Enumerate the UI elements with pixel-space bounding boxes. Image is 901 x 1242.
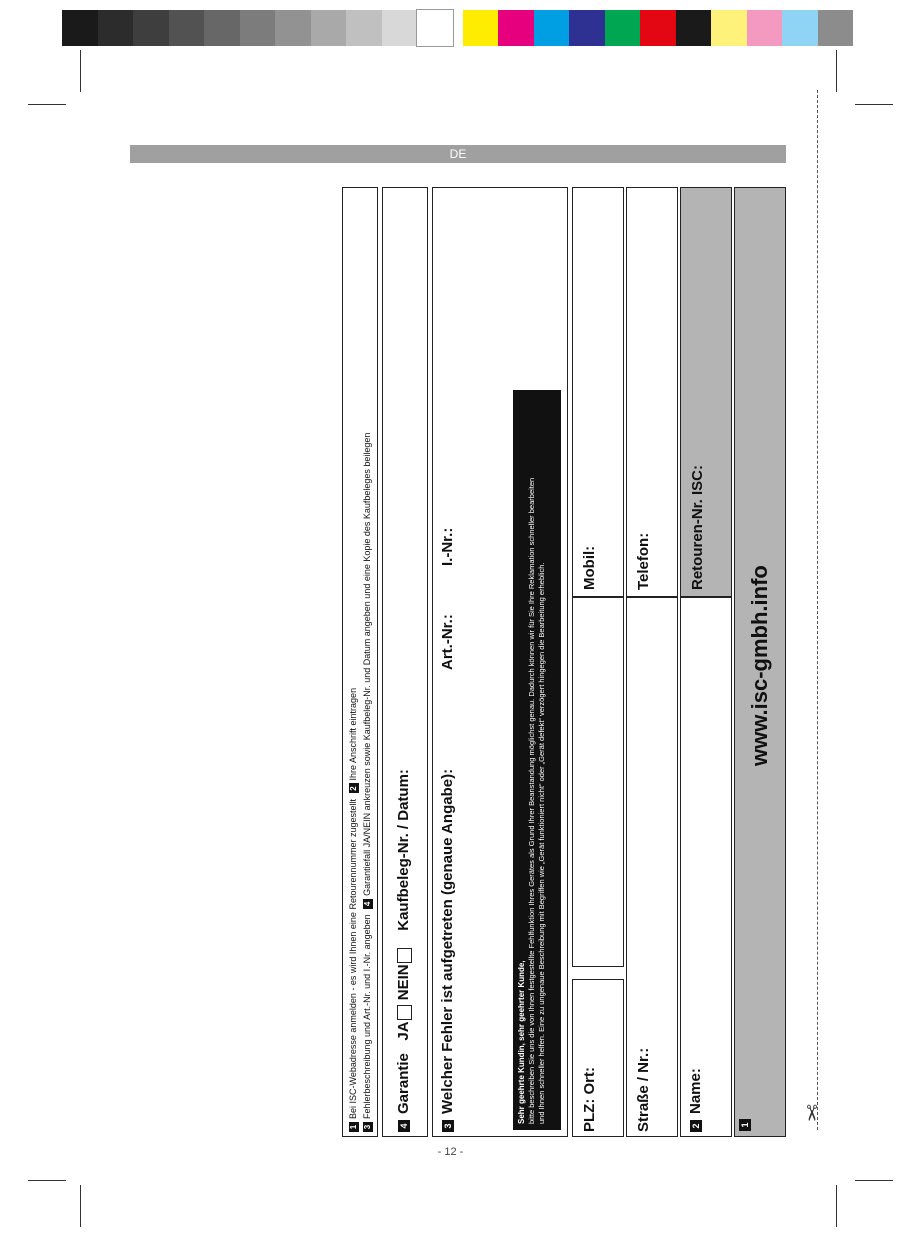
return-number-field[interactable] bbox=[680, 187, 732, 597]
gray-swatch bbox=[240, 10, 276, 46]
city-field[interactable] bbox=[572, 597, 624, 967]
zip-field[interactable] bbox=[572, 979, 624, 1137]
color-swatch bbox=[569, 10, 605, 46]
color-swatch bbox=[676, 10, 712, 46]
color-swatch bbox=[747, 10, 783, 46]
language-header bbox=[130, 145, 786, 163]
notice-title: Sehr geehrte Kundin, sehr geehrter Kunde, bbox=[517, 960, 526, 1124]
phone-field[interactable] bbox=[626, 187, 678, 597]
page-number: - 12 - bbox=[437, 1146, 464, 1158]
footer-step-2: Ihre Anschrift eintragen bbox=[348, 687, 358, 781]
color-swatch bbox=[463, 10, 499, 46]
instructions-box bbox=[342, 187, 378, 1137]
crop-mark bbox=[28, 104, 66, 105]
box-number: 1 bbox=[739, 1119, 751, 1131]
mobile-label: Mobil: bbox=[581, 545, 598, 590]
website-box bbox=[734, 187, 786, 1137]
gray-swatch bbox=[417, 10, 453, 46]
color-swatch bbox=[640, 10, 676, 46]
footer-number: 2 bbox=[349, 783, 359, 793]
error-question: Welcher Fehler ist aufgetreten (genaue Angabe): bbox=[439, 768, 456, 1114]
yes-checkbox[interactable] bbox=[397, 1005, 412, 1020]
crop-mark bbox=[28, 1180, 66, 1181]
receipt-label: Kaufbeleg-Nr. / Datum: bbox=[395, 769, 412, 931]
customer-notice bbox=[513, 390, 561, 1130]
street-label: Straße / Nr.: bbox=[635, 1047, 652, 1132]
gray-swatch bbox=[204, 10, 240, 46]
gray-swatch bbox=[311, 10, 347, 46]
color-swatch bbox=[782, 10, 818, 46]
name-field[interactable] bbox=[680, 597, 732, 1137]
footer-number: 3 bbox=[363, 1122, 373, 1132]
warranty-field[interactable] bbox=[382, 187, 428, 1137]
no-label: NEIN bbox=[395, 964, 412, 1001]
box-number: 2 bbox=[690, 1120, 702, 1132]
return-number-label: Retouren-Nr. ISC: bbox=[689, 464, 706, 590]
box-number: 4 bbox=[398, 1120, 410, 1132]
gray-swatch bbox=[275, 10, 311, 46]
gray-swatch bbox=[169, 10, 205, 46]
error-description-field[interactable] bbox=[432, 187, 568, 1137]
gray-swatch bbox=[382, 10, 418, 46]
gray-swatch bbox=[133, 10, 169, 46]
street-field[interactable] bbox=[626, 597, 678, 1137]
website-url[interactable]: www.isc-gmbh.info bbox=[747, 565, 772, 766]
color-swatch bbox=[605, 10, 641, 46]
color-swatch bbox=[711, 10, 747, 46]
cut-line bbox=[817, 90, 818, 1130]
notice-line-1: bitte beschreiben Sie uns die von Ihnen festgestellte Fehlfunktion Ihres Gerätes als Grund Ihrer Beanstandung möglichst genau. Dadurch können wir für Sie Ihre Reklamation schneller bearbeiten bbox=[527, 477, 536, 1124]
crop-mark bbox=[80, 50, 81, 92]
yes-label: JA bbox=[395, 1021, 412, 1041]
name-label: Name: bbox=[687, 1068, 704, 1114]
no-checkbox[interactable] bbox=[397, 948, 412, 963]
crop-mark bbox=[855, 104, 893, 105]
phone-label: Telefon: bbox=[635, 532, 652, 590]
notice-line-2: und Ihnen schneller helfen. Eine zu ungenaue Beschreibung mit Begriffen wie „Gerät funktioniert nicht“ oder „Gerät defekt“ verzögert hingegen die Bearbeitung erheblich. bbox=[537, 562, 546, 1124]
zip-city-label: PLZ: Ort: bbox=[581, 1067, 598, 1132]
mobile-field[interactable] bbox=[572, 187, 624, 597]
footer-step-1: Bei ISC-Webadresse anmelden - es wird Ihnen eine Retourennummer zugestellt bbox=[348, 799, 358, 1119]
return-form bbox=[130, 187, 786, 1137]
gray-swatch bbox=[346, 10, 382, 46]
color-swatch bbox=[818, 10, 854, 46]
scissors-icon: ✂ bbox=[799, 1103, 825, 1123]
footer-step-4: Garantiefall JA/NEIN ankreuzen sowie Kaufbeleg-Nr. und Datum angeben und eine Kopie des Kaufbeleges beilegen bbox=[362, 432, 372, 896]
gray-swatch bbox=[98, 10, 134, 46]
crop-mark bbox=[836, 50, 837, 92]
warranty-label: Garantie bbox=[395, 1053, 412, 1114]
box-number: 3 bbox=[442, 1120, 454, 1132]
footer-step-3: Fehlerbeschreibung und Art.-Nr. und I.-Nr. angeben bbox=[362, 914, 372, 1119]
language-code: DE bbox=[449, 147, 467, 161]
color-swatch bbox=[498, 10, 534, 46]
ident-number-label: I.-Nr.: bbox=[439, 527, 456, 566]
article-number-label: Art.-Nr.: bbox=[439, 614, 456, 670]
footer-number: 4 bbox=[363, 899, 373, 909]
crop-mark bbox=[80, 1185, 81, 1227]
gray-swatch bbox=[62, 10, 98, 46]
crop-mark bbox=[836, 1185, 837, 1227]
footer-number: 1 bbox=[349, 1122, 359, 1132]
color-swatch bbox=[534, 10, 570, 46]
crop-mark bbox=[855, 1180, 893, 1181]
